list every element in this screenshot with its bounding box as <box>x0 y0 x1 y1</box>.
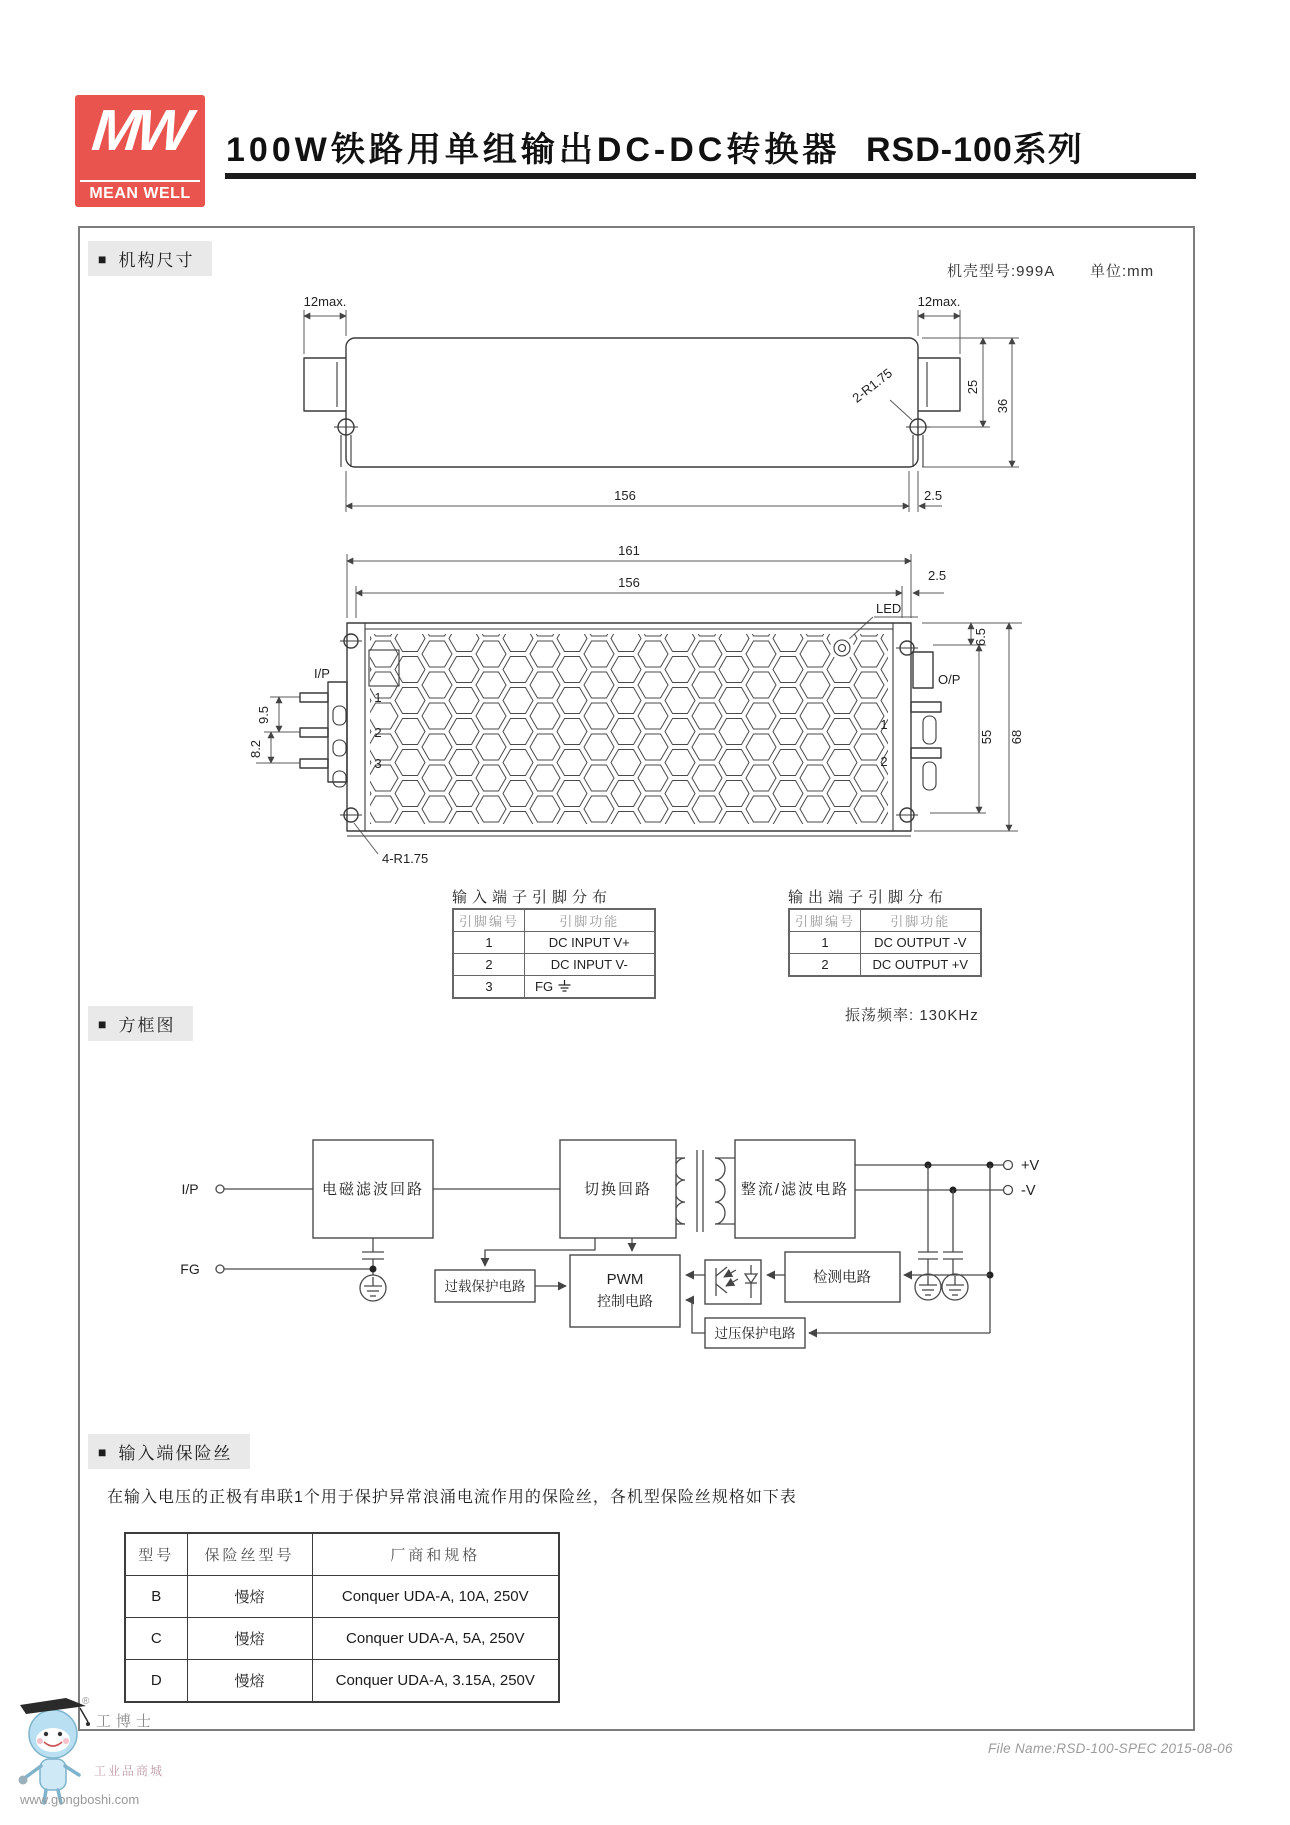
dim-4-r175: 4-R1.75 <box>382 851 429 866</box>
meanwell-brand-label: MEAN WELL <box>80 180 200 203</box>
vent-hex-mesh <box>370 634 888 824</box>
registered-mark: ® <box>82 1696 90 1707</box>
col-pin-function: 引脚功能 <box>861 909 981 932</box>
section-block-diagram-header <box>88 1006 193 1041</box>
oscillator-frequency-note: 振荡频率: 130KHz <box>845 1007 979 1024</box>
input-pin-1: 1 <box>374 690 382 705</box>
table-row <box>789 932 981 954</box>
table-row <box>453 954 655 976</box>
output-pin-table-title: 输出端子引脚分布 <box>788 889 949 906</box>
dim-2-r175: 2-R1.75 <box>849 365 896 406</box>
watermark-subtitle: 工业品商城 <box>94 1764 165 1778</box>
led-label: LED <box>876 601 902 616</box>
overload-protection-label: 过载保护电路 <box>444 1279 526 1294</box>
vendor-spec-cell: Conquer UDA-A, 3.15A, 250V <box>312 1660 559 1703</box>
mechanical-side-view-drawing <box>230 248 1030 538</box>
rectifier-filter-label: 整流/滤波电路 <box>740 1181 850 1198</box>
output-side-label: O/P <box>938 672 961 687</box>
table-header-row <box>453 909 655 932</box>
section-mechanical-title: 机构尺寸 <box>118 251 195 270</box>
dim-156-side: 156 <box>614 488 636 503</box>
case-model-note: 机壳型号:999A <box>947 263 1056 280</box>
model-cell: D <box>125 1660 187 1703</box>
output-plus-label: +V <box>1021 1158 1040 1174</box>
section-fuse-title: 输入端保险丝 <box>118 1444 233 1463</box>
table-row <box>789 954 981 977</box>
series-title: RSD-100系列 <box>866 131 1083 169</box>
mechanical-top-view-drawing <box>230 530 1030 875</box>
block-diagram <box>140 1060 1080 1400</box>
output-pin-2: 2 <box>880 754 888 769</box>
side-view-dimension-labels <box>304 294 1010 503</box>
side-view-dimension-lines <box>304 310 1019 512</box>
input-pin-table-title: 输入端子引脚分布 <box>452 889 613 906</box>
meanwell-logo <box>75 95 205 207</box>
fg-terminal-label: FG <box>180 1261 200 1277</box>
dim-8-2: 8.2 <box>248 739 263 759</box>
title-rule <box>225 173 1196 179</box>
fuse-type-cell: 慢熔 <box>187 1576 312 1618</box>
block-diagram-boxes <box>313 1140 900 1348</box>
overvoltage-protection-label: 过压保护电路 <box>714 1326 796 1341</box>
dim-2-5-side: 2.5 <box>924 488 943 503</box>
dim-2-5-top: 2.5 <box>928 568 947 583</box>
section-marker-icon: ■ <box>98 250 109 267</box>
case-top-outline <box>340 623 918 836</box>
watermark-url: www.gongboshi.com <box>20 1792 140 1807</box>
dim-68: 68 <box>1009 729 1024 745</box>
col-pin-number: 引脚编号 <box>453 909 525 932</box>
dim-161: 161 <box>618 543 640 558</box>
dim-55: 55 <box>979 729 994 745</box>
section-block-diagram-title: 方框图 <box>118 1016 176 1035</box>
vendor-spec-cell: Conquer UDA-A, 10A, 250V <box>312 1576 559 1618</box>
dim-36: 36 <box>995 398 1010 414</box>
input-connector <box>300 682 347 787</box>
col-pin-number: 引脚编号 <box>789 909 861 932</box>
pin-no: 2 <box>453 954 525 976</box>
model-cell: B <box>125 1576 187 1618</box>
section-mechanical-header <box>88 241 212 276</box>
emi-filter-label: 电磁滤波回路 <box>321 1181 425 1198</box>
table-row <box>125 1660 559 1703</box>
table-row <box>453 932 655 954</box>
output-connector <box>911 652 941 790</box>
fuse-type-cell: 慢熔 <box>187 1660 312 1703</box>
output-minus-label: -V <box>1021 1183 1036 1199</box>
col-fuse-type: 保险丝型号 <box>187 1533 312 1576</box>
model-cell: C <box>125 1618 187 1660</box>
pin-fn: DC OUTPUT +V <box>861 954 981 977</box>
pwm-control-label: 控制电路 <box>597 1293 653 1309</box>
output-pin-table <box>788 908 982 977</box>
watermark-brand: 工博士 <box>96 1713 157 1730</box>
dim-12max-left: 12max. <box>303 294 347 309</box>
output-pin-1: 1 <box>880 717 888 732</box>
earth-ground-icon <box>557 980 572 993</box>
input-pin-table <box>452 908 656 999</box>
input-side-label: I/P <box>314 666 330 681</box>
fuse-type-cell: 慢熔 <box>187 1618 312 1660</box>
table-row <box>125 1576 559 1618</box>
earth-ground-icon <box>942 1274 968 1300</box>
earth-ground-icon <box>915 1274 941 1300</box>
earth-ground-icon <box>360 1275 386 1301</box>
pwm-control-box <box>570 1255 680 1327</box>
pin-fn: DC INPUT V- <box>525 954 655 976</box>
dim-25: 25 <box>965 379 980 395</box>
file-name-note: File Name:RSD-100-SPEC 2015-08-06 <box>988 1741 1233 1756</box>
page-title: 100W铁路用单组输出DC-DC转换器 <box>226 131 841 169</box>
dim-156-top: 156 <box>618 575 640 590</box>
table-header-row <box>789 909 981 932</box>
pwm-label: PWM <box>606 1271 644 1288</box>
pin-no: 2 <box>789 954 861 977</box>
input-pin-2: 2 <box>374 725 382 740</box>
col-model: 型号 <box>125 1533 187 1576</box>
meanwell-mw-icon: MW <box>89 98 191 163</box>
table-header-row <box>125 1533 559 1576</box>
input-pin-3: 3 <box>374 756 382 771</box>
pin-no: 1 <box>453 932 525 954</box>
col-vendor-spec: 厂商和规格 <box>312 1533 559 1576</box>
unit-note: 单位:mm <box>1090 263 1155 280</box>
table-row <box>453 976 655 999</box>
section-marker-icon: ■ <box>98 1443 109 1460</box>
pin-fn <box>525 976 655 999</box>
table-row <box>125 1618 559 1660</box>
pin-no: 3 <box>453 976 525 999</box>
fg-label: FG <box>535 979 554 994</box>
vendor-spec-cell: Conquer UDA-A, 5A, 250V <box>312 1618 559 1660</box>
dim-12max-right: 12max. <box>917 294 961 309</box>
fuse-table <box>124 1532 560 1703</box>
pin-fn: DC OUTPUT -V <box>861 932 981 954</box>
dim-9-5: 9.5 <box>256 705 271 725</box>
pin-fn: DC INPUT V+ <box>525 932 655 954</box>
fuse-note: 在输入电压的正极有串联1个用于保护异常浪涌电流作用的保险丝，各机型保险丝规格如下表 <box>107 1489 797 1506</box>
dim-6-5: 6.5 <box>973 627 988 647</box>
ip-terminal-label: I/P <box>181 1181 199 1197</box>
detection-label: 检测电路 <box>813 1270 871 1286</box>
section-marker-icon: ■ <box>98 1015 109 1032</box>
pin-no: 1 <box>789 932 861 954</box>
section-fuse-header <box>88 1434 250 1469</box>
switching-label: 切换回路 <box>583 1181 653 1198</box>
col-pin-function: 引脚功能 <box>525 909 655 932</box>
